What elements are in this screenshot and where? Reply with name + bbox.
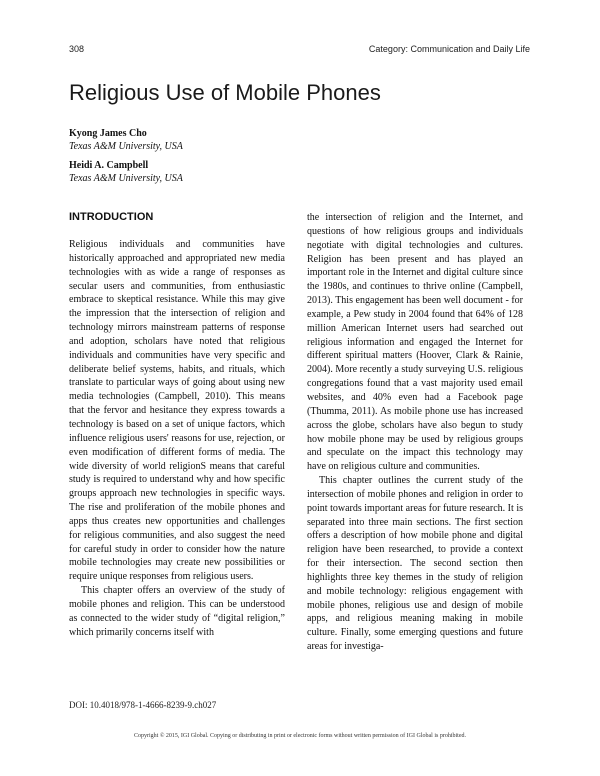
paragraph: This chapter outlines the current study of the intersection of mobile phones and religion in order to point towards important areas for future research. It is separated into three main sections. The first section offers a description of how mobile phone and digital religion have been researched, to provide a context for their intersection. The second section then highlights three key themes in the study of religion and mobile technology: religious engagement with mobile phones, religious use and design of mobile apps, and religious meaning making in mobile culture. Finally, some emerging questions and future areas for investiga- [307, 475, 523, 653]
author-name: Heidi A. Campbell [69, 160, 149, 171]
right-column [307, 211, 523, 664]
article-title: Religious Use of Mobile Phones [69, 80, 381, 105]
paragraph: This chapter offers an overview of the study of mobile phones and religion. This can be understood as connected to the wider study of “digital religion,” which primarily concerns itself with [69, 585, 285, 638]
paragraph: Religious individuals and communities have historically approached and appropriated new media technologies with as wide a range of responses as secular users and communities, from enthusiastic embrace to skeptical resistance. While this may give the impression that the intersection of religion and technology mirrors mainstream patterns of response and adoption, scholars have noted that religious individuals and communities have very specific and deliberate belief systems, habits, and rituals, which translate to particular ways of going about using new media technologies (Campbell, 2010). This means that the fervor and hesitance they express towards a technology is based on a set of unique factors, which influence religious users' reasons for use, rejection, or even modification of different forms of media. The wide diversity of world religionS means that careful study is required to understand why and how specific groups approach new technologies in specific ways. The rise and proliferation of the mobile phones and apps thus creates new opportunities and challenges for religious communities, and also suggest the need for careful study in order to consider how the nature mobile technologies may create new possibilities or require unique responses from religious users. [69, 239, 285, 583]
author-block [69, 128, 183, 153]
author-affiliation: Texas A&M University, USA [69, 140, 183, 152]
doi: DOI: 10.4018/978-1-4666-8239-9.ch027 [69, 700, 217, 710]
author-block [69, 160, 183, 185]
author-name: Kyong James Cho [69, 128, 147, 139]
author-affiliation: Texas A&M University, USA [69, 172, 183, 184]
category-label: Category: Communication and Daily Life [368, 44, 530, 54]
page-number: 308 [69, 44, 85, 54]
left-column [69, 211, 285, 659]
section-heading: INTRODUCTION [69, 211, 154, 223]
copyright-notice: Copyright © 2015, IGI Global. Copying or distributing in print or electronic forms without written permission of IGI Global is prohibited. [133, 733, 466, 739]
paragraph: the intersection of religion and the Internet, and questions of how religious groups and individuals negotiate with digital technologies and cultures. Religion has been present and has played an important role in the Internet and digital culture since the 1980s, and continues to thrive online (Campbell, 2013). This engagement has been well document - for example, a Pew study in 2004 found that 64% of 128 million American Internet users had searched out religious information and engaged the Internet for different spiritual matters (Hoover, Clark & Rainie, 2004). More recently a study surveying U.S. religious congregations found that a vast majority used email websites, and 40% even had a Facebook page (Thumma, 2011). As mobile phone use has increased across the globe, scholars have also begun to study how mobile phone may be used by religious groups and speculate on the impact this technology may have on religious culture and communities. [307, 212, 523, 473]
